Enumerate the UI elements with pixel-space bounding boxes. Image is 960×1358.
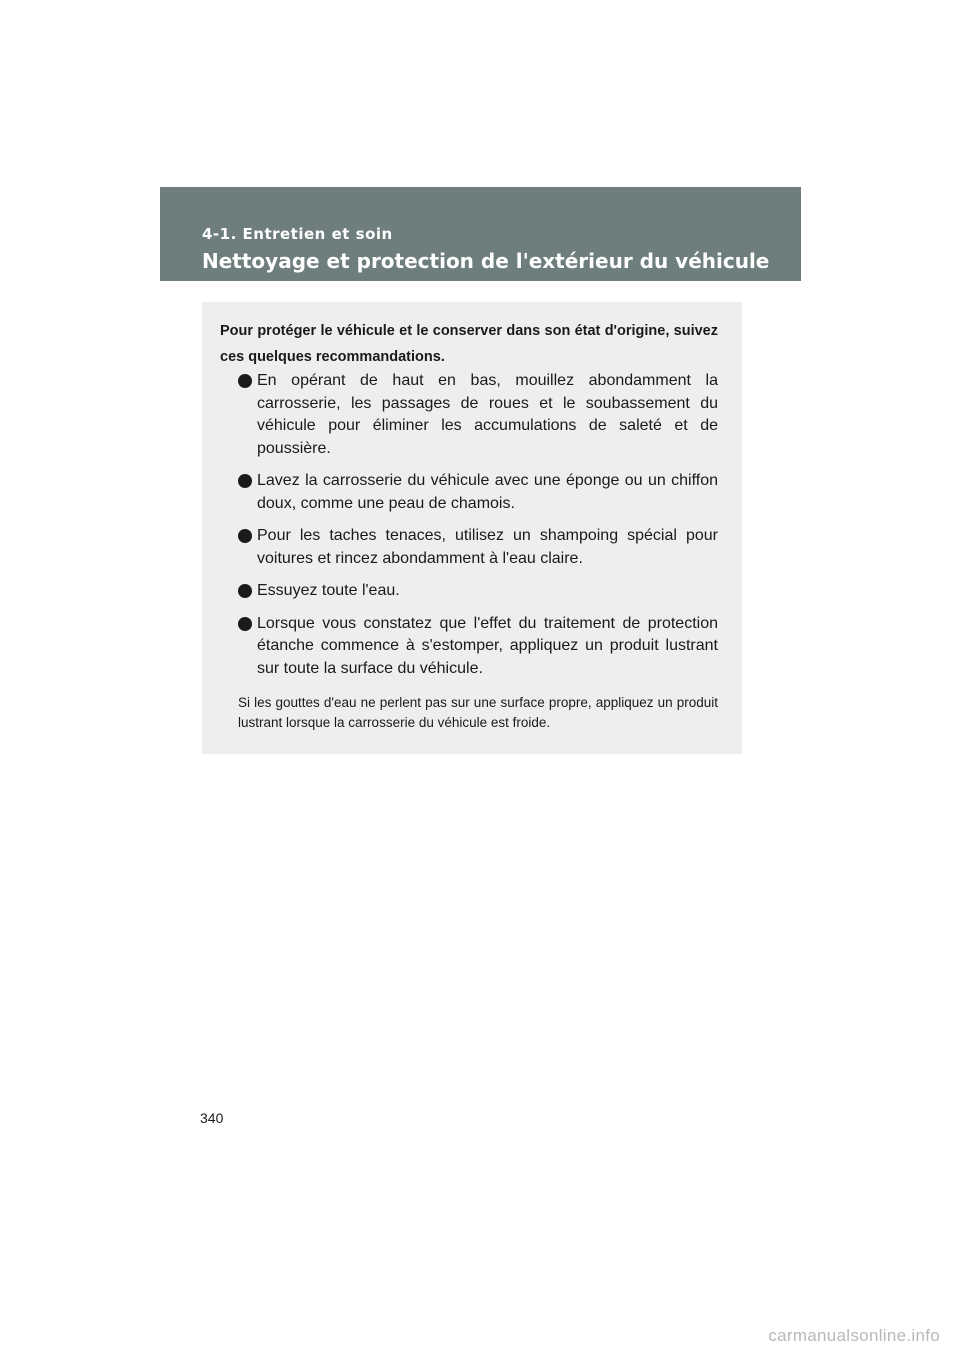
list-item-text: Lorsque vous constatez que l'effet du traitement de protection étanche commence à s'estomper, appliquez un produit lustrant sur toute la surface du véhicule. (257, 614, 718, 677)
note-text: Si les gouttes d'eau ne perlent pas sur une surface propre, appliquez un produit lustrant lorsque la carrosserie du véhicule est froide. (238, 695, 718, 730)
bullet-list (238, 370, 718, 690)
content-box (202, 302, 742, 754)
page-number: 340 (200, 1110, 224, 1126)
section-label: 4-1. Entretien et soin (202, 225, 393, 243)
bullet-icon (238, 374, 252, 388)
intro-text: Pour protéger le véhicule et le conserver dans son état d'origine, suivez ces quelques recommandations. (220, 323, 718, 365)
section-header (160, 187, 801, 281)
list-item (238, 370, 718, 460)
list-item (238, 525, 718, 570)
bullet-icon (238, 529, 252, 543)
bullet-icon (238, 584, 252, 598)
list-item-text: En opérant de haut en bas, mouillez abondamment la carrosserie, les passages de roues et le soubassement du véhicule pour éliminer les accumulations de saleté et de poussière. (257, 372, 718, 457)
watermark[interactable]: carmanualsonline.info (768, 1326, 940, 1345)
bullet-icon (238, 617, 252, 631)
list-item (238, 580, 718, 603)
list-item (238, 470, 718, 515)
list-item-text: Pour les taches tenaces, utilisez un shampoing spécial pour voitures et rincez abondamment à l'eau claire. (257, 527, 718, 567)
page-title: Nettoyage et protection de l'extérieur du véhicule (202, 249, 770, 273)
list-item-text: Essuyez toute l'eau. (257, 582, 400, 599)
bullet-icon (238, 474, 252, 488)
list-item (238, 613, 718, 681)
list-item-text: Lavez la carrosserie du véhicule avec une éponge ou un chiffon doux, comme une peau de chamois. (257, 472, 718, 512)
